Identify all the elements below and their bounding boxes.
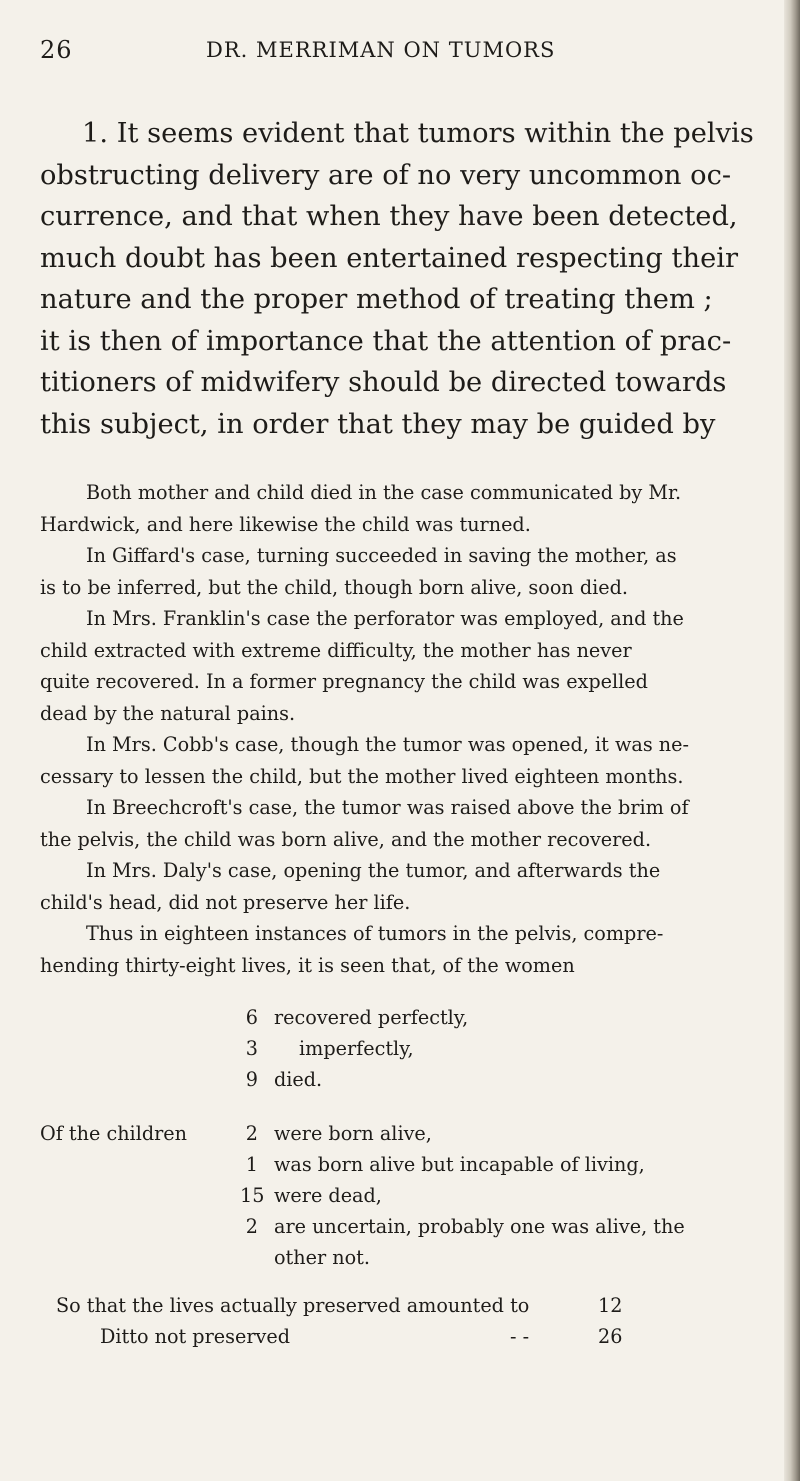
case-line: the pelvis, the child was born alive, and the mother recovered. bbox=[40, 827, 652, 851]
page-number: 26 bbox=[40, 36, 73, 64]
case-line: quite recovered. In a former pregnancy the child was expelled bbox=[40, 670, 648, 693]
stat-text: was born alive but incapable of living, bbox=[274, 1153, 645, 1176]
paragraph-line: currence, and that when they have been detected, bbox=[40, 201, 738, 232]
summary-dashes: - - bbox=[510, 1325, 530, 1348]
summary-value: 12 bbox=[598, 1294, 623, 1317]
page-header bbox=[40, 36, 750, 66]
paragraph-line: obstructing delivery are of no very uncommon oc- bbox=[40, 159, 732, 191]
running-title: DR. MERRIMAN ON TUMORS bbox=[206, 38, 556, 62]
case-line: Hardwick, and here likewise the child was turned. bbox=[40, 512, 531, 536]
paragraph-line: much doubt has been entertained respecting their bbox=[40, 242, 739, 274]
case-line: child's head, did not preserve her life. bbox=[40, 890, 411, 914]
stat-count: 2 bbox=[245, 1215, 258, 1238]
stat-count: 2 bbox=[245, 1122, 258, 1145]
case-line: In Mrs. Daly's case, opening the tumor, and afterwards the bbox=[86, 859, 661, 882]
paragraph-line: it is then of importance that the attention of prac- bbox=[40, 325, 732, 357]
children-label: Of the children bbox=[40, 1122, 187, 1145]
case-line: In Mrs. Franklin's case the perforator was employed, and the bbox=[86, 607, 684, 630]
case-line: Both mother and child died in the case communicated by Mr. bbox=[86, 481, 682, 504]
case-line: is to be inferred, but the child, though born alive, soon died. bbox=[40, 575, 628, 599]
case-line: cessary to lessen the child, but the mother lived eighteen months. bbox=[40, 764, 684, 788]
case-line: In Breechcroft's case, the tumor was raised above the brim of bbox=[86, 796, 689, 819]
summary-value: 26 bbox=[598, 1325, 623, 1348]
paragraph-line: nature and the proper method of treating them ; bbox=[40, 284, 713, 315]
stat-count: 9 bbox=[245, 1068, 258, 1091]
main-paragraph bbox=[40, 113, 760, 445]
stat-text: were dead, bbox=[274, 1184, 382, 1207]
stat-text: imperfectly, bbox=[299, 1037, 414, 1060]
paragraph-line: titioners of midwifery should be directed towards bbox=[40, 367, 727, 398]
case-line: dead by the natural pains. bbox=[40, 701, 296, 725]
summary-label: Ditto not preserved bbox=[100, 1325, 290, 1348]
stat-count: 3 bbox=[245, 1037, 258, 1060]
stat-text: recovered perfectly, bbox=[274, 1006, 469, 1029]
case-line: Thus in eighteen instances of tumors in the pelvis, compre- bbox=[86, 922, 664, 945]
stat-text: are uncertain, probably one was alive, the bbox=[274, 1215, 685, 1238]
stat-count: 6 bbox=[245, 1006, 258, 1029]
paragraph-line: this subject, in order that they may be guided by bbox=[40, 408, 716, 440]
summary-label: So that the lives actually preserved amounted to bbox=[56, 1294, 530, 1317]
summary-row bbox=[56, 1294, 623, 1317]
case-line: In Giffard's case, turning succeeded in saving the mother, as bbox=[86, 544, 677, 567]
stat-count: 15 bbox=[240, 1184, 265, 1207]
case-line: hending thirty-eight lives, it is seen that, of the women bbox=[40, 953, 575, 977]
case-summaries bbox=[40, 477, 760, 981]
case-line: In Mrs. Cobb's case, though the tumor was opened, it was ne- bbox=[86, 733, 689, 756]
stat-count: 1 bbox=[245, 1153, 258, 1176]
stat-text: were born alive, bbox=[274, 1122, 432, 1145]
page-spine-shadow bbox=[784, 0, 800, 1481]
paragraph-line: 1. It seems evident that tumors within the pelvis bbox=[82, 118, 754, 149]
stat-text: died. bbox=[274, 1068, 323, 1091]
summary-row bbox=[100, 1325, 623, 1348]
case-line: child extracted with extreme difficulty, the mother has never bbox=[40, 638, 632, 662]
stat-continuation: other not. bbox=[274, 1246, 370, 1269]
